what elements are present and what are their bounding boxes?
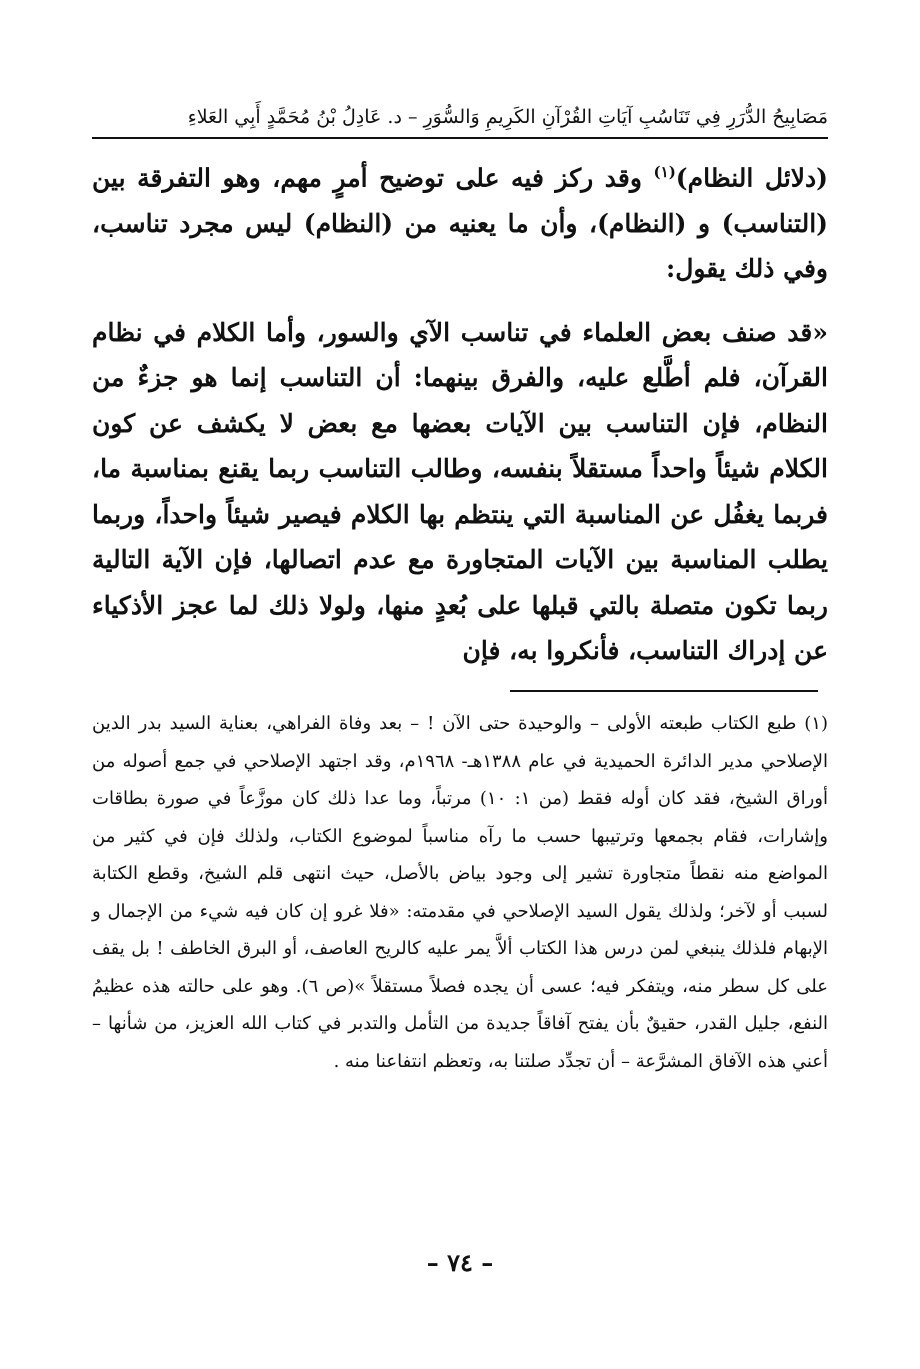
book-title-ref: (دلائل النظام) xyxy=(675,163,828,193)
header-rule xyxy=(92,137,828,139)
intro-paragraph xyxy=(92,150,828,292)
main-text xyxy=(92,150,828,674)
footnote-1: (١) طبع الكتاب طبعته الأولى – والوحيدة حتى الآن ! – بعد وفاة الفراهي، بعناية السيد بدر الدين الإصلاحي مدير الدائرة الحميدية في عام ١٣٨٨هـ- ١٩٦٨م، وقد اجتهد الإصلاحي في جمع أصوله من أوراق الشيخ، فقد كان أوله فقط (من ١: ١٠) مرتباً، وما عدا ذلك كان موزَّعاً في صورة بطاقات وإشارات، فقام بجمعها وترتيبها حسب ما رآه مناسباً لموضوع الكتاب، ولذلك فإن في كثير من المواضع منه نقطاً متجاورة تشير إلى وجود بياض بالأصل، حيث انتهى قلم الشيخ، وقطع الكتابة لسبب أو لآخر؛ ولذلك يقول السيد الإصلاحي في مقدمته: «فلا غرو إن كان فيه شيء من الإجمال و الإبهام فلذلك ينبغي لمن درس هذا الكتاب ألاَّ يمر عليه كالريح العاصف، أو البرق الخاطف ! بل يقف على كل سطر منه، ويتفكر فيه؛ عسى أن يجده فصلاً مستقلاً »(ص ٦). وهو على حالته هذه عظيمُ النفع، جليل القدر، حقيقٌ بأن يفتح آفاقاً جديدة من التأمل والتدبر في كتاب الله العزيز، من شأنها – أعني هذه الآفاق المشرَّعة – أن تجدِّد صلتنا به، وتعظم انتفاعنا منه . xyxy=(92,713,828,1072)
footnote-rule xyxy=(510,690,818,692)
running-header: مَصَابِيحُ الدُّرَرِ فِي تَنَاسُبِ آيَاتِ القُرْآنِ الكَرِيمِ وَالسُّوَرِ – د. عَادِلُ بْنُ مُحَمَّدٍ أَبِي العَلاءِ xyxy=(187,106,828,128)
intro-paragraph-text: وقد ركز فيه على توضيح أمرٍ مهم، وهو التفرقة بين (التناسب) و (النظام)، وأن ما يعنيه من (النظام) ليس مجرد تناسب، وفي ذلك يقول: xyxy=(92,163,828,284)
page-number: – ٧٤ – xyxy=(426,1248,494,1277)
footnotes xyxy=(92,705,828,1080)
quote-paragraph: «قد صنف بعض العلماء في تناسب الآي والسور، وأما الكلام في نظام القرآن، فلم أطَّلع عليه، والفرق بينهما: أن التناسب إنما هو جزءٌ من النظام، فإن التناسب بين الآيات بعضها مع بعض لا يكشف عن كون الكلام شيئاً واحداً مستقلاً بنفسه، وطالب التناسب ربما يقنع بمناسبة ما، فربما يغفُل عن المناسبة التي ينتظم بها الكلام فيصير شيئاً واحداً، وربما يطلب المناسبة بين الآيات المتجاورة مع عدم اتصالها، فإن الآية التالية ربما تكون متصلة بالتي قبلها على بُعدٍ منها، ولولا ذلك لما عجز الأذكياء عن إدراك التناسب، فأنكروا به، فإن xyxy=(92,317,828,666)
footnote-reference[interactable]: (١) xyxy=(653,163,676,181)
